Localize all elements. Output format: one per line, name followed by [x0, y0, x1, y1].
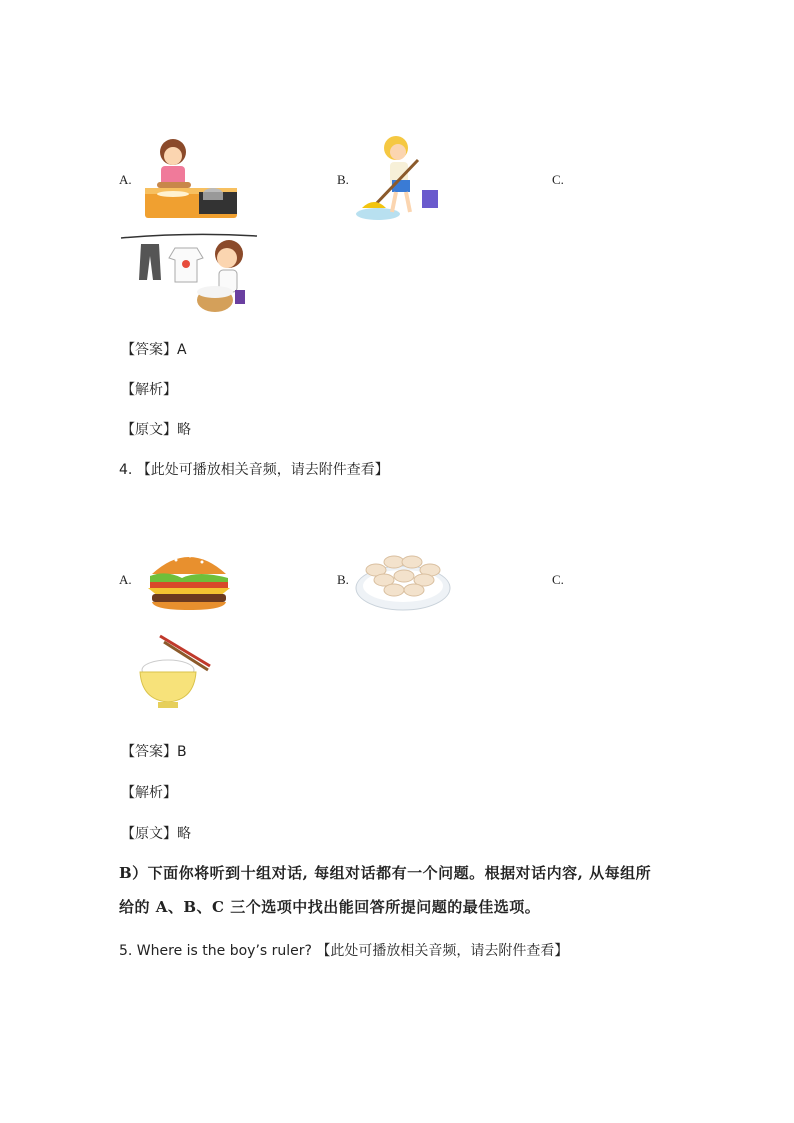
- girl-washing-clothes-icon: [119, 230, 259, 318]
- q4-option-a-label: A.: [119, 572, 132, 587]
- q3-option-c-label: C.: [552, 172, 564, 187]
- rice-bowl-icon: [138, 632, 214, 714]
- q4-analysis: 【解析】: [121, 785, 177, 801]
- q4-option-c-label: C.: [552, 572, 564, 587]
- section-b-instruction-line2: 给的 A、B、C 三个选项中找出能回答所提问题的最佳选项。: [119, 898, 541, 916]
- q3-analysis: 【解析】: [121, 382, 177, 398]
- section-b-instruction-line1: B）下面你将听到十组对话, 每组对话都有一个问题。根据对话内容, 从每组所: [119, 864, 652, 882]
- q4-prompt: 4. 【此处可播放相关音频，请去附件查看】: [119, 462, 389, 478]
- girl-cooking-icon: [143, 136, 239, 220]
- q4-option-b-label: B.: [337, 572, 349, 587]
- q3-original: 【原文】略: [121, 422, 191, 438]
- hamburger-icon: [146, 546, 232, 612]
- dumplings-icon: [354, 540, 452, 614]
- q3-answer: 【答案】A: [121, 342, 187, 358]
- q3-option-a-label: A.: [119, 172, 132, 187]
- q3-option-b-label: B.: [337, 172, 349, 187]
- q4-answer: 【答案】B: [121, 744, 187, 760]
- q4-original: 【原文】略: [121, 826, 191, 842]
- girl-mopping-icon: [352, 130, 444, 222]
- q5-prompt: 5. Where is the boy’s ruler? 【此处可播放相关音频，请去附件查看】: [119, 943, 569, 959]
